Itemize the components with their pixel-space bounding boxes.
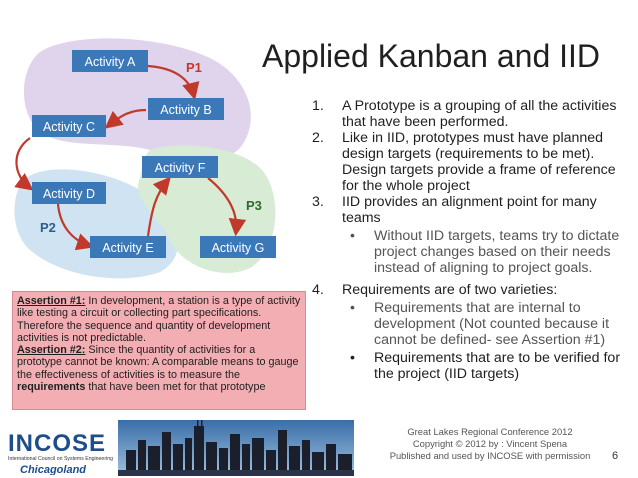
activity-d <box>32 182 106 204</box>
activity-g <box>200 236 276 258</box>
p1-label: P1 <box>186 60 202 75</box>
assertions-box <box>12 291 306 410</box>
points-list <box>312 98 634 384</box>
svg-text:Activity C: Activity C <box>42 120 96 134</box>
activity-f <box>142 156 218 178</box>
svg-text:Activity A: Activity A <box>84 55 136 69</box>
point-4-sub-2: • Requirements that are to be verified for the project (IID targets) <box>350 350 621 382</box>
point-1: 1. A Prototype is a grouping of all the activities that have been performed. <box>312 98 617 130</box>
svg-text:INCOSE: INCOSE <box>8 430 107 457</box>
footer-line-2: Copyright © 2012 by : Vincent Spena <box>412 438 568 449</box>
svg-text:Chicagoland: Chicagoland <box>20 464 87 475</box>
point-3-sub-1: • Without IID targets, teams try to dictate project changes based on their needs instead of aligning to project goals. <box>350 228 620 276</box>
incose-logo <box>6 425 114 475</box>
assertion-2-text-1: Since the quantity of activities for a prototype cannot be known: A comparable means to gauge the effectiveness of activities is to measure the <box>17 344 299 381</box>
assertion-2-label: Assertion #2: <box>17 344 86 357</box>
svg-text:Activity D: Activity D <box>42 187 96 201</box>
page-number: 6 <box>612 450 619 462</box>
point-2: 2. Like in IID, prototypes must have planned design targets (requirements to be met). Design targets provide a frame of reference for the whole project <box>312 130 616 194</box>
svg-text:Activity G: Activity G <box>211 241 265 255</box>
svg-text:Activity E: Activity E <box>102 241 154 255</box>
activity-e <box>90 236 166 258</box>
svg-text:Activity F: Activity F <box>154 161 206 175</box>
chicago-skyline-image <box>118 420 354 476</box>
p3-label: P3 <box>246 198 262 213</box>
p2-label: P2 <box>40 220 56 235</box>
point-4-sub-1: • Requirements that are internal to development (Not counted because it cannot be defined- see Assertion #1) <box>350 300 610 348</box>
assertion-2-bold: requirements <box>17 381 86 394</box>
assertion-1-text: In development, a station is a type of activity like testing a circuit or collecting part specifications. Therefore the sequence and quantity of development activities is not predictable. <box>17 295 301 344</box>
activity-a <box>72 50 148 72</box>
point-4: 4. Requirements are of two varieties: <box>312 282 558 298</box>
point-3: 3. IID provides an alignment point for many teams <box>312 194 597 226</box>
activity-c <box>32 115 106 137</box>
slide-title: Applied Kanban and IID <box>262 38 601 74</box>
svg-text:International Council on Syste: International Council on Systems Engineering <box>8 456 113 462</box>
svg-text:Activity B: Activity B <box>160 103 212 117</box>
footer-line-3: Published and used by INCOSE with permission <box>389 450 591 461</box>
assertion-1-label: Assertion #1: <box>17 295 86 307</box>
footer <box>380 426 600 462</box>
footer-line-1: Great Lakes Regional Conference 2012 <box>407 426 573 437</box>
assertion-2-text-2: that have been met for that prototype <box>85 381 266 394</box>
activity-b <box>148 98 224 120</box>
